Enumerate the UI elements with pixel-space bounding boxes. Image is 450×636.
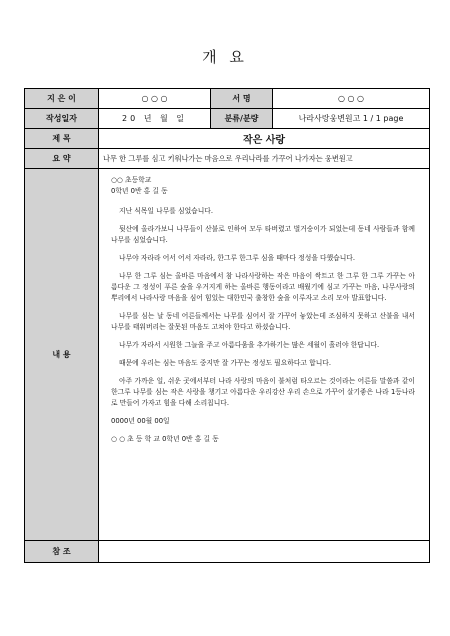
author-label: 지 은 이 [25, 89, 99, 109]
paragraph: 나무가 자라서 시원한 그늘을 주고 아름다움을 추가하기는 많은 세월이 흘러야 한답니다. [119, 341, 380, 349]
signature: ○ ○ 초 등 학 교 0학년 0반 홍 길 동 [111, 435, 219, 443]
summary-value: 나무 한 그루를 심고 키워나가는 마음으로 우리나라를 가꾸어 나가자는 웅변원고 [99, 149, 430, 169]
author-value: ○ ○ ○ [99, 89, 211, 109]
document-title: 개 요 [202, 48, 248, 66]
subject-label: 제 목 [25, 129, 99, 149]
category-value: 나라사랑웅변원고 1 / 1 page [273, 109, 430, 129]
paragraph: 나무를 심는 날 동네 어른들께서는 나무를 심어서 잘 가꾸어 놓았는데 조심하지 못하고 산불을 내서 나무를 태워버리는 잘못된 마음도 고쳐야 한다고 하셨습니다. [111, 312, 415, 331]
speech-date: 0000년 00월 00일 [111, 417, 170, 425]
paragraph: 아주 가까운 일, 쉬운 곳에서부터 나라 사랑의 마음이 불처럼 타오르는 것이라는 어른들 말씀과 같이 한그루 나무를 심는 작은 사랑을 챙기고 아름다운 우리강산 우리 손으로 가꾸어 살기좋은 나라 1등나라로 만들어 가자고 힘을 다해 소리칩니다. [111, 377, 415, 407]
subject-value: 작은 사랑 [99, 129, 430, 149]
paragraph: 때문에 우리는 심는 마음도 중지만 잘 가꾸는 정성도 필요하다고 합니다. [119, 359, 332, 367]
date-label: 작성일자 [25, 109, 99, 129]
category-label: 분류/분량 [211, 109, 273, 129]
book-title-value: ○ ○ ○ [273, 89, 430, 109]
book-title-label: 서 명 [211, 89, 273, 109]
paragraph: 뒷산에 올라가보니 나무들이 산불로 인하여 모두 타버렸고 벌거숭이가 되었는데 동네 사람들과 함께 나무를 심었습니다. [111, 225, 415, 244]
content-body [99, 169, 430, 541]
paragraph: 나무야 자라라 어서 어서 자라라, 한그루 한그루 심을 때마다 정성을 다했습니다. [119, 254, 356, 262]
reference-label: 참 조 [25, 541, 99, 563]
summary-form-table [24, 88, 430, 563]
paragraph: 나무 한 그루 심는 올바른 마음에서 참 나라사랑하는 작은 마음이 싹트고 한 그루 한 그루 가꾸는 아름다운 그 정성이 푸른 숲을 우거지게 하는 올바른 행동이라고 배웠기에 심고 가꾸는 마음, 나무사랑의 뿌리에서 나라사랑 마음을 심어 힘있는 대한민국 출창한 숲을 이루자고 소리 모아 발표합니다. [111, 272, 415, 302]
student-class: 0학년 0반 홍 길 동 [111, 187, 168, 195]
school-name: ○○ 초등학교 [111, 176, 152, 184]
content-label: 내 용 [25, 169, 99, 541]
summary-label: 요 약 [25, 149, 99, 169]
reference-value [99, 541, 430, 563]
paragraph: 지난 식목일 나무를 심었습니다. [119, 207, 213, 215]
date-value: 20 년 월 일 [99, 109, 211, 129]
